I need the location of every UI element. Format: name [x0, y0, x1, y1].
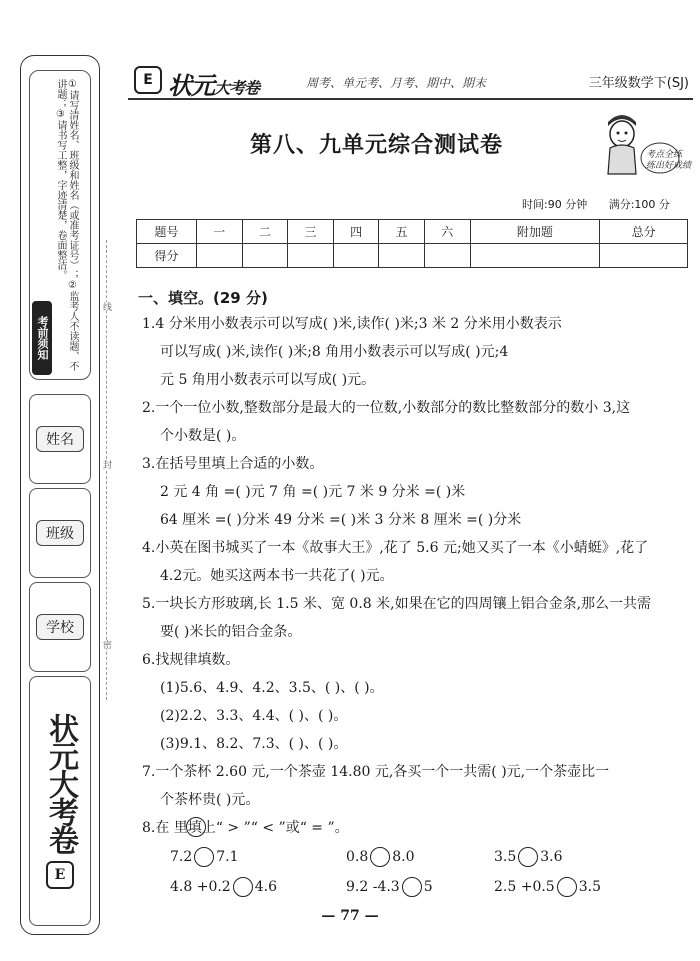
page-number: — 77 —: [321, 908, 379, 924]
score-col: 四: [333, 220, 379, 244]
score-table: [136, 219, 688, 268]
compare-left: 0.8: [346, 849, 369, 865]
class-box: [29, 488, 91, 578]
cut-mark-feng: 封: [101, 460, 111, 469]
binding-strip: [20, 55, 100, 935]
compare-blank[interactable]: [370, 847, 390, 867]
exam-meta: [522, 196, 670, 212]
compare-row-2: [494, 877, 601, 897]
mascot-slogan-line-2: 练出好成绩: [646, 161, 692, 171]
mascot-slogan: [646, 150, 691, 172]
time-limit: 时间:90 分钟: [522, 198, 588, 211]
question-4-line-1: 4.小英在图书城买了一本《故事大王》,花了 5.6 元;她又买了一本《小蜻蜓》,花了: [142, 540, 649, 556]
strip-logo-text: 状元大考卷: [43, 713, 78, 853]
question-4-line-2: 4.2元。她买这两本书一共花了( )元。: [160, 568, 394, 584]
score-col: 五: [379, 220, 425, 244]
question-6-part-3: (3)9.1、8.2、7.3、( )、( )。: [160, 736, 348, 752]
compare-blank[interactable]: [194, 847, 214, 867]
notice-text: ①请写清姓名、班级和姓名（或准考证号）；②监考人不读题、不讲题；③请书写工整，字迹清楚，卷面整洁。: [55, 79, 78, 371]
score-cell[interactable]: [424, 244, 470, 268]
school-label: 学校: [36, 614, 84, 640]
strip-logo: [29, 676, 91, 926]
cut-mark-xian: 线: [101, 302, 111, 311]
brand-logo: [168, 66, 259, 101]
question-8-title: 8.在 里填上“ > ”“ < ”或“ = ”。: [142, 820, 349, 836]
question-7-line-2: 个茶杯贵( )元。: [160, 792, 260, 808]
score-cell[interactable]: [333, 244, 379, 268]
compare-left: 4.8 +0.2: [170, 879, 231, 895]
page-title: 第八、九单元综合测试卷: [250, 133, 504, 158]
exam-notice: [29, 70, 91, 380]
score-col: 二: [242, 220, 288, 244]
compare-row-1: [494, 847, 563, 867]
question-6-title: 6.找规律填数。: [142, 652, 240, 668]
brand-name: 状元: [168, 72, 214, 100]
class-label: 班级: [36, 520, 84, 546]
compare-blank[interactable]: [518, 847, 538, 867]
score-value-row: [137, 244, 688, 268]
question-6-part-1: (1)5.6、4.9、4.2、3.5、( )、( )。: [160, 680, 384, 696]
compare-left: 9.2 -4.3: [346, 879, 400, 895]
compare-blank[interactable]: [402, 877, 422, 897]
compare-left: 2.5 +0.5: [494, 879, 555, 895]
brand-sub: 大考卷: [214, 78, 260, 98]
score-cell[interactable]: [288, 244, 334, 268]
full-score: 满分:100 分: [608, 198, 670, 211]
compare-right: 7.1: [216, 849, 239, 865]
score-cell[interactable]: [379, 244, 425, 268]
name-label: 姓名: [36, 426, 84, 452]
score-row-label: 得分: [137, 244, 197, 268]
compare-circle-icon: [186, 817, 206, 837]
page-header: [128, 64, 693, 100]
school-box: [29, 582, 91, 672]
score-col: 附加题: [470, 220, 600, 244]
question-3-title: 3.在括号里填上合适的小数。: [142, 456, 324, 472]
question-1-line-2: 可以写成( )米,读作( )米;8 角用小数表示可以写成( )元;4: [160, 344, 509, 360]
score-cell[interactable]: [600, 244, 688, 268]
score-cell[interactable]: [242, 244, 288, 268]
score-col: 一: [197, 220, 243, 244]
question-3-row-2: 64 厘米 =( )分米 49 分米 =( )米 3 分米 8 厘米 =( )分米: [160, 512, 522, 528]
compare-row-1: [170, 847, 239, 867]
question-7-line-1: 7.一个茶杯 2.60 元,一个茶壶 14.80 元,各买一个一共需( )元,一个茶壶比一: [142, 764, 610, 780]
grade-label: 三年级数学下(SJ): [588, 76, 689, 91]
notice-tag: 考前须知: [32, 301, 52, 375]
header-tagline: 周考、单元考、月考、期中、期末: [306, 76, 487, 90]
score-cell[interactable]: [470, 244, 600, 268]
compare-right: 4.6: [254, 879, 277, 895]
name-box: [29, 394, 91, 484]
score-header-row: [137, 220, 688, 244]
score-col-label: 题号: [137, 220, 197, 244]
compare-left: 7.2: [170, 849, 193, 865]
question-5-line-1: 5.一块长方形玻璃,长 1.5 米、宽 0.8 米,如果在它的四周镶上铝合金条,那么一共需: [142, 596, 652, 612]
brand-logo-icon: E: [134, 66, 162, 94]
score-cell[interactable]: [197, 244, 243, 268]
score-col: 总分: [600, 220, 688, 244]
question-2-line-1: 2.一个一位小数,整数部分是最大的一位数,小数部分的数比整数部分的数小 3,这: [142, 400, 631, 416]
compare-row-1: [346, 847, 415, 867]
compare-blank[interactable]: [557, 877, 577, 897]
score-col: 六: [424, 220, 470, 244]
question-6-part-2: (2)2.2、3.3、4.4、( )、( )。: [160, 708, 348, 724]
compare-right: 3.6: [540, 849, 563, 865]
mascot-slogan-line-1: 考点全练: [646, 150, 683, 160]
score-col: 三: [288, 220, 334, 244]
compare-right: 3.5: [578, 879, 601, 895]
compare-blank[interactable]: [233, 877, 253, 897]
question-1-line-1: 1.4 分米用小数表示可以写成( )米,读作( )米;3 米 2 分米用小数表示: [142, 316, 562, 332]
cut-mark-mi: 密: [101, 640, 111, 649]
question-1-line-3: 元 5 角用小数表示可以写成( )元。: [160, 372, 376, 388]
compare-right: 5: [423, 879, 433, 895]
compare-right: 8.0: [392, 849, 415, 865]
question-3-row-1: 2 元 4 角 =( )元 7 角 =( )元 7 米 9 分米 =( )米: [160, 484, 466, 500]
compare-left: 3.5: [494, 849, 517, 865]
question-2-line-2: 个小数是( )。: [160, 428, 246, 444]
strip-logo-mark: E: [46, 861, 74, 889]
compare-row-2: [346, 877, 433, 897]
question-5-line-2: 要( )米长的铝合金条。: [160, 624, 302, 640]
compare-row-2: [170, 877, 277, 897]
section-heading: 一、填空。(29 分): [138, 289, 268, 307]
